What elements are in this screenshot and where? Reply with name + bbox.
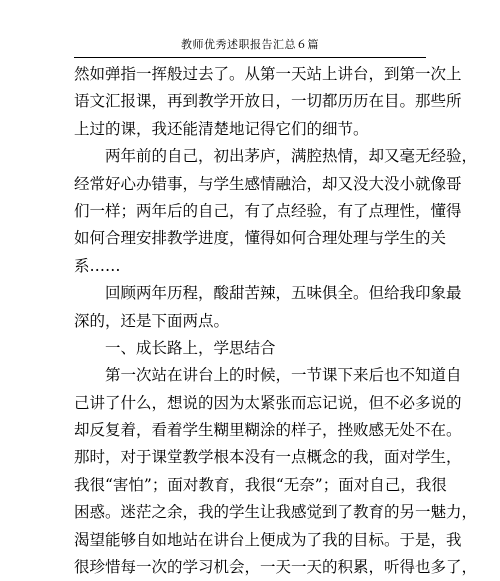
text-line: 如何合理安排教学进度，懂得如何合理处理与学生的关 [74, 229, 447, 248]
text-line: 上过的课，我还能清楚地记得它们的细节。 [74, 119, 369, 138]
text-line: 渴望能够自如地站在讲台上便成为了我的目标。于是，我 [74, 530, 462, 549]
text-line: 两年前的自己，初出茅庐，满腔热情，却又毫无经验， [105, 147, 478, 166]
text-line: 己讲了什么，想说的因为太紧张而忘记说，但不必多说的 [74, 393, 462, 412]
text-line: 经常好心办错事，与学生感情融洽，却又没大没小就像哥 [74, 174, 462, 193]
body-text [74, 61, 478, 581]
text-line: 很珍惜每一次的学习机会，一天一天的积累，听得也多了， [74, 558, 478, 577]
text-line: 一、成长路上，学思结合 [105, 338, 276, 357]
text-line: 深的，还是下面两点。 [74, 311, 230, 330]
header-rule [74, 57, 426, 58]
text-line: 语文汇报课，再到教学开放日，一切都历历在目。那些所 [74, 92, 462, 111]
text-line: 却反复着，看着学生糊里糊涂的样子，挫败感无处不在。 [74, 421, 462, 440]
text-line: 们一样；两年后的自己，有了点经验，有了点理性，懂得 [74, 201, 462, 220]
text-line: 然如弹指一挥般过去了。从第一天站上讲台，到第一次上 [74, 65, 462, 83]
text-line: 困惑。迷茫之余，我的学生让我感觉到了教育的另一魅力， [74, 503, 478, 522]
text-line: 那时，对于课堂教学根本没有一点概念的我，面对学生， [74, 448, 462, 467]
running-header: 教师优秀述职报告汇总６篇 [181, 38, 319, 51]
text-line: 第一次站在讲台上的时候，一节课下来后也不知道自 [105, 366, 462, 385]
text-line: 系…… [74, 256, 121, 275]
text-line: 回顾两年历程，酸甜苦辣，五味俱全。但给我印象最 [105, 284, 462, 303]
text-line: 我很“害怕”；面对教育，我很“无奈”；面对自己，我很 [74, 475, 447, 494]
